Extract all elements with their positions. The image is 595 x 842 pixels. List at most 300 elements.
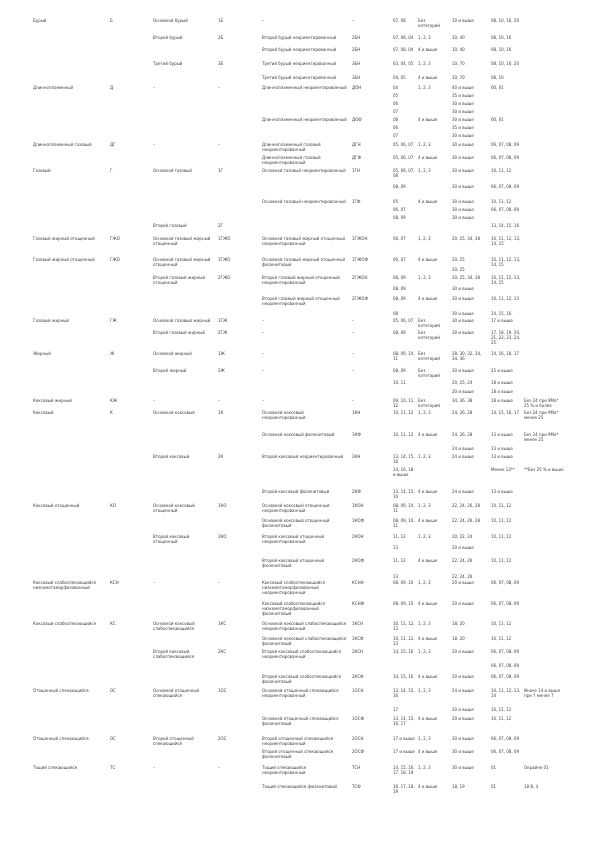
- cell-inertinite-category: 4 и выше: [418, 489, 438, 494]
- cell-volatile-yield: 22, 24, 26, 28: [452, 503, 480, 508]
- cell-vitrinite-class: 08: [393, 117, 399, 122]
- cell-volatile-yield: 20, 25: [452, 257, 465, 262]
- cell-subgroup: Коксовый слабоспекающийся низкометаморфизованный фюзенитовый: [262, 601, 325, 616]
- cell-vitrinite-class: 13: [393, 545, 399, 550]
- cell-subgroup-code: ТСН: [352, 765, 361, 770]
- cell-volatile-yield: 24 и выше: [452, 489, 474, 494]
- cell-subgroup: Основной отощенный спекающийся неориентированный: [262, 688, 339, 698]
- cell-inertinite-category: 4 и выше: [418, 257, 438, 262]
- cell-subgroup-code: КСНН: [352, 580, 364, 585]
- cell-inertinite-category: 1, 2, 3: [418, 534, 431, 539]
- cell-subgroup-code: 1ГФ: [352, 199, 361, 204]
- cell-subgroup: Второй коксовый фюзенитовый: [262, 489, 330, 494]
- cell-plastic-layer: 10, 11, 12: [491, 534, 512, 539]
- cell-subgroup: Длиннопламенный газовый неориентированный: [262, 142, 321, 152]
- cell-coal-grade: Жирный: [33, 351, 51, 356]
- cell-subgroup: Второй коксовый неориентированный: [262, 454, 344, 459]
- cell-subgroup: –: [262, 368, 264, 373]
- cell-subgroup-code: 2ОСН: [352, 736, 364, 741]
- cell-inertinite-category: 4 и выше: [418, 674, 438, 679]
- cell-vitrinite-class: 09, 10, 11, 12: [393, 398, 415, 408]
- cell-vitrinite-class: 13: [393, 574, 399, 579]
- cell-coal-grade: Коксовый слабоспекающийся: [33, 621, 96, 626]
- cell-inertinite-category: 4 и выше: [418, 117, 438, 122]
- cell-notes: Окрайне 01: [524, 765, 549, 770]
- cell-subgroup-code: –: [352, 318, 354, 323]
- cell-volatile-yield: 20 и выше: [452, 716, 474, 721]
- cell-subgroup: Основной газовый жирный отощенный фюзенитовый: [262, 257, 346, 267]
- cell-grade-code: Д: [110, 85, 114, 90]
- cell-inertinite-category: 1, 2, 3: [418, 35, 431, 40]
- cell-group: Второй коксовый: [153, 454, 190, 459]
- cell-volatile-yield: 18, 20: [452, 636, 465, 641]
- cell-plastic-layer: 06, 07, 08, 09: [491, 155, 519, 160]
- cell-volatile-yield: 18, 19: [452, 784, 465, 789]
- cell-plastic-layer: 10, 11, 12: [491, 716, 512, 721]
- cell-vitrinite-class: 13, 14, 15, 16: [393, 489, 415, 499]
- cell-coal-grade: Бурый: [33, 18, 47, 23]
- cell-group: Второй коксовый слабоспекающийся: [153, 649, 195, 659]
- cell-volatile-yield: 24, 26, 28: [452, 410, 473, 415]
- cell-vitrinite-class: 04, 05: [393, 75, 406, 80]
- cell-notes: Без 24 при 9Ма* менее 25: [524, 410, 559, 420]
- cell-inertinite-category: 1, 2, 3: [418, 736, 431, 741]
- cell-group-code: 1ОС: [218, 688, 227, 693]
- cell-vitrinite-class: 10, 11, 12: [393, 410, 414, 415]
- cell-plastic-layer: 10, 11, 12, 13, 14, 15: [491, 275, 521, 285]
- cell-vitrinite-class: 17: [393, 707, 399, 712]
- cell-vitrinite-class: 17 и выше: [393, 749, 415, 754]
- cell-grade-code: Ж: [110, 351, 115, 356]
- cell-vitrinite-class: 06, 07: [393, 236, 406, 241]
- cell-plastic-layer: 10, 11, 12: [491, 503, 512, 508]
- cell-inertinite-category: Без категорий: [418, 398, 440, 408]
- cell-vitrinite-class: 07, 08, 04: [393, 35, 414, 40]
- cell-plastic-layer: 06, 07, 08, 09: [491, 674, 519, 679]
- cell-inertinite-category: 1, 2, 3: [418, 580, 431, 585]
- cell-volatile-yield: 22, 24, 26: [452, 574, 473, 579]
- cell-subgroup: –: [262, 318, 264, 323]
- cell-subgroup: Третий бурый неориентированный: [262, 75, 337, 80]
- cell-coal-grade: Тощий спекающийся: [33, 765, 78, 770]
- cell-plastic-layer: 06, 07, 08, 09: [491, 649, 519, 654]
- cell-group-code: 3Б: [218, 61, 224, 66]
- cell-notes: Без 24 при 9Ма* 25 % и более: [524, 398, 559, 408]
- cell-subgroup-code: ДГФ: [352, 155, 362, 160]
- cell-coal-grade: Газовый: [33, 168, 51, 173]
- cell-inertinite-category: 1, 2, 3: [418, 61, 431, 66]
- cell-grade-code: КЖ: [110, 398, 118, 403]
- cell-vitrinite-class: 10, 11: [393, 380, 406, 385]
- cell-grade-code: ТС: [110, 765, 116, 770]
- cell-subgroup-code: 1КФ: [352, 432, 361, 437]
- cell-volatile-yield: 20 и выше: [452, 674, 474, 679]
- cell-subgroup: Третий бурый неориентированный: [262, 61, 337, 66]
- cell-inertinite-category: 4 и выше: [418, 47, 438, 52]
- cell-inertinite-category: 1, 2, 3: [418, 275, 431, 280]
- cell-subgroup-code: 1КОН: [352, 503, 364, 508]
- cell-grade-code: КСН: [110, 580, 119, 585]
- cell-subgroup: Второй газовый жирный отощенный неориентированный: [262, 275, 340, 285]
- cell-volatile-yield: 20, 25, 34, 38: [452, 236, 480, 241]
- cell-plastic-layer: 18 и выше: [491, 380, 513, 385]
- cell-subgroup-code: 2ГЖОН: [352, 275, 368, 280]
- cell-grade-code: ГЖ: [110, 318, 117, 323]
- cell-group-code: 1Б: [218, 18, 224, 23]
- cell-plastic-layer: 17, 18, 19, 20, 21, 22, 23, 24, 25: [491, 330, 521, 345]
- cell-inertinite-category: 4 и выше: [418, 636, 438, 641]
- cell-group-code: 2К: [218, 454, 224, 459]
- cell-notes: 18 В, 4: [524, 784, 539, 789]
- cell-vitrinite-class: 08, 09: [393, 286, 406, 291]
- cell-grade-code: ГЖО: [110, 236, 120, 241]
- cell-volatile-yield: 20, 25, 34, 38: [452, 275, 480, 280]
- cell-group-code: 1КС: [218, 621, 227, 626]
- cell-plastic-layer: 13 и выше: [491, 432, 513, 437]
- cell-coal-grade: Газовый жирный отощенный: [33, 236, 95, 241]
- cell-plastic-layer: Менее 13**: [491, 467, 515, 472]
- cell-subgroup-code: 2БН: [352, 47, 361, 52]
- cell-subgroup-code: 2БН: [352, 35, 361, 40]
- cell-grade-code: ОС: [110, 688, 116, 693]
- cell-plastic-layer: 14, 15, 16: [491, 311, 512, 316]
- cell-subgroup-code: –: [352, 351, 354, 356]
- cell-plastic-layer: 06, 07, 08, 09: [491, 601, 519, 606]
- cell-volatile-yield: 34, 36, 38: [452, 398, 473, 403]
- cell-subgroup-code: 1ГЖОФ: [352, 257, 368, 262]
- cell-plastic-layer: 10, 11, 12: [491, 636, 512, 641]
- cell-plastic-layer: 10, 11, 12: [491, 621, 512, 626]
- cell-plastic-layer: 10, 11, 12, 13, 14, 15: [491, 257, 521, 267]
- cell-subgroup: Второй отощенный спекающийся фюзенитовый: [262, 749, 334, 759]
- cell-volatile-yield: 22, 24, 26, 28: [452, 518, 480, 523]
- cell-subgroup-code: 1КН: [352, 410, 361, 415]
- cell-inertinite-category: 4 и выше: [418, 558, 438, 563]
- cell-subgroup: Тощий спекающийся фюзенитовый: [262, 784, 337, 789]
- cell-plastic-layer: 01: [491, 765, 497, 770]
- cell-volatile-yield: 30 и выше: [452, 184, 474, 189]
- cell-plastic-layer: 14, 15, 16, 17: [491, 410, 519, 415]
- cell-coal-grade: Газовый жирный отощенный: [33, 257, 95, 262]
- cell-vitrinite-class: 14, 15, 16: [393, 649, 414, 654]
- cell-volatile-yield: 24, 26, 28: [452, 432, 473, 437]
- cell-group: Второй коксовый отощенный: [153, 534, 190, 544]
- cell-inertinite-category: 4 и выше: [418, 199, 438, 204]
- cell-group-code: 1ГЖ: [218, 318, 228, 323]
- cell-plastic-layer: 00, 01: [491, 117, 504, 122]
- cell-group-code: –: [218, 580, 220, 585]
- cell-subgroup: Основной газовый неориентированный: [262, 168, 346, 173]
- cell-subgroup: Длиннопламенный газовый неориентированный: [262, 155, 321, 165]
- cell-vitrinite-class: 07: [393, 109, 399, 114]
- cell-vitrinite-class: 05, 06, 07: [393, 155, 414, 160]
- cell-volatile-yield: 30 и выше: [452, 765, 474, 770]
- cell-group: Второй жирный: [153, 368, 187, 373]
- cell-coal-grade: Длиннопламенный газовый: [33, 142, 92, 147]
- cell-group-code: –: [218, 398, 220, 403]
- cell-plastic-layer: 08, 10, 16, 20: [491, 18, 519, 23]
- cell-subgroup: Основной отощенный спекающийся фюзенитовый: [262, 716, 339, 726]
- cell-vitrinite-class: 14, 16, 18 и выше: [393, 467, 414, 477]
- cell-plastic-layer: 14, 16, 18, 17: [491, 351, 519, 356]
- cell-vitrinite-class: 08, 09: [393, 296, 406, 301]
- cell-subgroup-code: 2КСН: [352, 649, 364, 654]
- cell-subgroup-code: 1ГЖОН: [352, 236, 368, 241]
- cell-vitrinite-class: 06, 07: [393, 207, 406, 212]
- cell-plastic-layer: 10, 11, 12: [491, 168, 512, 173]
- cell-volatile-yield: 30 и выше: [452, 736, 474, 741]
- cell-inertinite-category: Без категорий: [418, 318, 440, 328]
- cell-group: Основной газовый жирный отощенный: [153, 257, 211, 267]
- cell-subgroup: Основной газовый неориентированный: [262, 199, 346, 204]
- cell-volatile-yield: 10, 40: [452, 47, 465, 52]
- cell-group: Основной газовый жирный отощенный: [153, 236, 211, 246]
- cell-inertinite-category: 1, 2, 3: [418, 168, 431, 173]
- cell-group-code: –: [218, 85, 220, 90]
- cell-vitrinite-class: 05: [393, 93, 399, 98]
- cell-subgroup-code: 2КФ: [352, 489, 361, 494]
- cell-subgroup: Второй коксовый отощенный неориентированный: [262, 534, 325, 544]
- cell-volatile-yield: 20 и выше: [452, 649, 474, 654]
- cell-vitrinite-class: 06, 07: [393, 257, 406, 262]
- cell-plastic-layer: 13, 14, 15, 16: [491, 223, 519, 228]
- cell-vitrinite-class: 17 и выше: [393, 736, 415, 741]
- cell-vitrinite-class: 16, 17, 18, 19: [393, 784, 415, 794]
- cell-subgroup: Второй отощенный спекающийся неориентированный: [262, 736, 334, 746]
- cell-notes: Иначе 14 и выше при Y менее 7: [524, 688, 561, 698]
- cell-inertinite-category: Без категорий: [418, 330, 440, 340]
- cell-grade-code: ДГ: [110, 142, 116, 147]
- cell-coal-grade: Коксовый слабоспекающийся низкометаморфизованный: [33, 580, 96, 590]
- cell-coal-grade: Отощенный спекающийся: [33, 736, 89, 741]
- cell-group: –: [153, 85, 155, 90]
- cell-subgroup-code: –: [352, 398, 354, 403]
- cell-vitrinite-class: 07, 08: [393, 18, 406, 23]
- cell-vitrinite-class: 05, 06, 07, 08: [393, 168, 415, 178]
- cell-vitrinite-class: 07: [393, 133, 399, 138]
- cell-subgroup: –: [262, 351, 264, 356]
- cell-subgroup-code: 2КОН: [352, 534, 364, 539]
- cell-group-code: –: [218, 765, 220, 770]
- cell-plastic-layer: 08, 10, 16, 20: [491, 61, 519, 66]
- cell-vitrinite-class: 10, 11, 12: [393, 432, 414, 437]
- cell-group-code: 1Г: [218, 168, 223, 173]
- cell-volatile-yield: 30 и выше: [452, 101, 474, 106]
- cell-plastic-layer: 00, 01: [491, 85, 504, 90]
- cell-subgroup-code: 1КСФ: [352, 636, 364, 641]
- cell-volatile-yield: 10, 70: [452, 61, 465, 66]
- cell-subgroup-code: 1ОСН: [352, 688, 364, 693]
- cell-subgroup: Основной газовый жирный отощенный неориентированный: [262, 236, 346, 246]
- cell-group-code: 1ГЖО: [218, 236, 231, 241]
- cell-subgroup-code: 2ГЖОФ: [352, 296, 368, 301]
- cell-plastic-layer: 06, 07, 08, 09: [491, 736, 519, 741]
- cell-volatile-yield: 30 и выше: [452, 155, 474, 160]
- cell-vitrinite-class: 04: [393, 85, 399, 90]
- cell-subgroup-code: 2КОФ: [352, 558, 364, 563]
- cell-group: Основной коксовый отощенный: [153, 503, 195, 513]
- cell-volatile-yield: 24 и выше: [452, 688, 474, 693]
- cell-subgroup-code: –: [352, 368, 354, 373]
- cell-subgroup: Длиннопламенный неориентированный: [262, 117, 347, 122]
- cell-plastic-layer: 06, 07, 08, 09: [491, 207, 519, 212]
- cell-volatile-yield: 10, 70: [452, 75, 465, 80]
- cell-inertinite-category: 1, 2, 3: [418, 649, 431, 654]
- cell-subgroup: Второй бурый неориентированный: [262, 47, 337, 52]
- cell-vitrinite-class: 08, 09, 10, 11: [393, 518, 415, 528]
- cell-vitrinite-class: 13, 14, 15, 16: [393, 688, 415, 698]
- cell-volatile-yield: 30 и выше: [452, 133, 474, 138]
- cell-volatile-yield: 35 и выше: [452, 125, 474, 130]
- cell-volatile-yield: 35 и выше: [452, 93, 474, 98]
- cell-volatile-yield: 30 и выше: [452, 215, 474, 220]
- cell-plastic-layer: 06, 07, 08, 09: [491, 142, 519, 147]
- cell-group: Второй бурый: [153, 35, 183, 40]
- cell-inertinite-category: 4 и выше: [418, 784, 438, 789]
- cell-inertinite-category: 4 и выше: [418, 432, 438, 437]
- cell-group-code: 2ГЖ: [218, 330, 228, 335]
- cell-plastic-layer: 10, 11, 12: [491, 558, 512, 563]
- cell-subgroup: Основной коксовый отощенный неориентированный: [262, 503, 330, 513]
- cell-vitrinite-class: 10, 11, 12, 13: [393, 621, 415, 631]
- cell-subgroup-code: 3БН: [352, 61, 361, 66]
- cell-coal-grade: Коксовый жирный: [33, 398, 72, 403]
- cell-subgroup: Основной коксовый слабоспекающийся неориентированный: [262, 621, 347, 631]
- cell-subgroup: Второй коксовый слабоспекающийся неориентированный: [262, 649, 341, 659]
- cell-subgroup-code: 2КСФ: [352, 674, 364, 679]
- cell-group: Основной газовый: [153, 168, 192, 173]
- cell-volatile-yield: 10, 40: [452, 35, 465, 40]
- cell-volatile-yield: 10 и выше: [452, 18, 474, 23]
- cell-group: Третий бурый: [153, 61, 183, 66]
- cell-group: Основной газовый жирный: [153, 318, 211, 323]
- cell-vitrinite-class: 08, 09: [393, 184, 406, 189]
- cell-notes: **Без 25 % и выше: [524, 467, 564, 472]
- cell-group: Основной отощенный спекающийся: [153, 688, 200, 698]
- cell-vitrinite-class: 13, 14, 15, 16: [393, 454, 415, 464]
- cell-subgroup: –: [262, 398, 264, 403]
- cell-volatile-yield: 22, 24, 26: [452, 558, 473, 563]
- cell-volatile-yield: 20, 25: [452, 267, 465, 272]
- cell-volatile-yield: 30 и выше: [452, 142, 474, 147]
- cell-subgroup-code: КСНФ: [352, 601, 365, 606]
- cell-inertinite-category: 1, 2, 3: [418, 142, 431, 147]
- cell-volatile-yield: 30 и выше: [452, 286, 474, 291]
- cell-inertinite-category: 1, 2, 3: [418, 503, 431, 508]
- cell-volatile-yield: 20 и выше: [452, 389, 474, 394]
- cell-inertinite-category: Без категорий: [418, 368, 440, 378]
- cell-vitrinite-class: 05: [393, 199, 399, 204]
- cell-plastic-layer: 10, 11, 12, 13, 14, 15: [491, 236, 521, 246]
- cell-volatile-yield: 40 и выше: [452, 85, 474, 90]
- cell-plastic-layer: 06, 07, 08, 09: [491, 580, 519, 585]
- cell-plastic-layer: 08, 10, 16: [491, 35, 512, 40]
- cell-volatile-yield: 20, 25, 24: [452, 380, 473, 385]
- cell-plastic-layer: 13 и выше: [491, 454, 513, 459]
- cell-group: Второй газовый жирный: [153, 330, 206, 335]
- cell-vitrinite-class: 14, 15, 16, 17, 18, 19: [393, 765, 415, 775]
- cell-subgroup-code: –: [352, 18, 354, 23]
- cell-coal-grade: Газовый жирный: [33, 318, 69, 323]
- cell-subgroup-code: 3БН: [352, 75, 361, 80]
- cell-group-code: 1КО: [218, 503, 227, 508]
- cell-volatile-yield: 30 и выше: [452, 749, 474, 754]
- cell-grade-code: КО: [110, 503, 116, 508]
- cell-inertinite-category: 4 и выше: [418, 601, 438, 606]
- cell-inertinite-category: 1, 2, 3: [418, 454, 431, 459]
- cell-volatile-yield: 20 и выше: [452, 580, 474, 585]
- cell-subgroup: Основной коксовый отощенный фюзенитовый: [262, 518, 330, 528]
- cell-grade-code: ОС: [110, 736, 116, 741]
- cell-group: Основной коксовый: [153, 410, 195, 415]
- cell-vitrinite-class: 08, 09: [393, 275, 406, 280]
- cell-vitrinite-class: 08, 09, 10: [393, 580, 414, 585]
- cell-volatile-yield: 28, 30, 32, 34, 34, 36: [452, 351, 482, 361]
- cell-inertinite-category: 1, 2, 3: [418, 621, 431, 626]
- cell-subgroup-code: ДГН: [352, 142, 361, 147]
- cell-vitrinite-class: 08, 09: [393, 368, 406, 373]
- cell-volatile-yield: 18, 20: [452, 621, 465, 626]
- cell-vitrinite-class: 10, 11, 12, 13: [393, 636, 415, 646]
- cell-volatile-yield: 30 и выше: [452, 109, 474, 114]
- cell-vitrinite-class: 14, 15, 16: [393, 674, 414, 679]
- cell-group-code: 1ГЖО: [218, 257, 231, 262]
- cell-plastic-layer: 10, 11, 12, 13: [491, 296, 519, 301]
- cell-volatile-yield: 30 и выше: [452, 296, 474, 301]
- cell-group-code: 2ОС: [218, 736, 227, 741]
- cell-group-code: 2ГЖО: [218, 275, 231, 280]
- cell-subgroup: Длиннопламенный неориентированный: [262, 85, 347, 90]
- cell-plastic-layer: 06, 07, 08, 09: [491, 184, 519, 189]
- cell-plastic-layer: 08, 10, 16: [491, 47, 512, 52]
- cell-grade-code: КС: [110, 621, 116, 626]
- cell-coal-grade: Коксовый отощенный: [33, 503, 80, 508]
- cell-subgroup: Основной коксовый неориентированный: [262, 410, 306, 420]
- cell-volatile-yield: 20 и выше: [452, 601, 474, 606]
- cell-subgroup-code: 2ОСФ: [352, 749, 364, 754]
- cell-grade-code: К: [110, 410, 113, 415]
- cell-notes: Без 24 при 9Ма* менее 25: [524, 432, 559, 442]
- cell-vitrinite-class: 03, 04, 05: [393, 61, 414, 66]
- cell-group: –: [153, 142, 155, 147]
- cell-coal-grade: Длиннопламенный: [33, 85, 74, 90]
- cell-subgroup-code: 2КН: [352, 454, 361, 459]
- cell-group: Основной коксовый слабоспекающийся: [153, 621, 195, 631]
- cell-subgroup: –: [262, 18, 264, 23]
- cell-inertinite-category: Без категорий: [418, 351, 440, 361]
- cell-inertinite-category: 1, 2, 3: [418, 236, 431, 241]
- cell-inertinite-category: Без категорий: [418, 18, 440, 28]
- cell-plastic-layer: 10, 11, 12, 13, 14: [491, 688, 521, 698]
- cell-inertinite-category: 1, 2, 3: [418, 410, 431, 415]
- cell-group: Основной бурый: [153, 18, 188, 23]
- cell-grade-code: ГЖО: [110, 257, 120, 262]
- cell-inertinite-category: 4 и выше: [418, 75, 438, 80]
- cell-vitrinite-class: 05, 06, 07: [393, 142, 414, 147]
- cell-plastic-layer: 25 и выше: [491, 368, 513, 373]
- cell-plastic-layer: 06, 07, 08, 09: [491, 663, 519, 668]
- cell-group-code: 1К: [218, 410, 224, 415]
- cell-coal-grade: Коксовый: [33, 410, 54, 415]
- cell-grade-code: Б: [110, 18, 113, 23]
- cell-volatile-yield: 30 и выше: [452, 168, 474, 173]
- cell-subgroup-code: 1КОФ: [352, 518, 364, 523]
- cell-subgroup: –: [262, 330, 264, 335]
- cell-plastic-layer: 10, 11, 12: [491, 518, 512, 523]
- cell-subgroup-code: ТСФ: [352, 784, 361, 789]
- cell-plastic-layer: 08, 10: [491, 75, 504, 80]
- cell-vitrinite-class: 11, 12: [393, 558, 406, 563]
